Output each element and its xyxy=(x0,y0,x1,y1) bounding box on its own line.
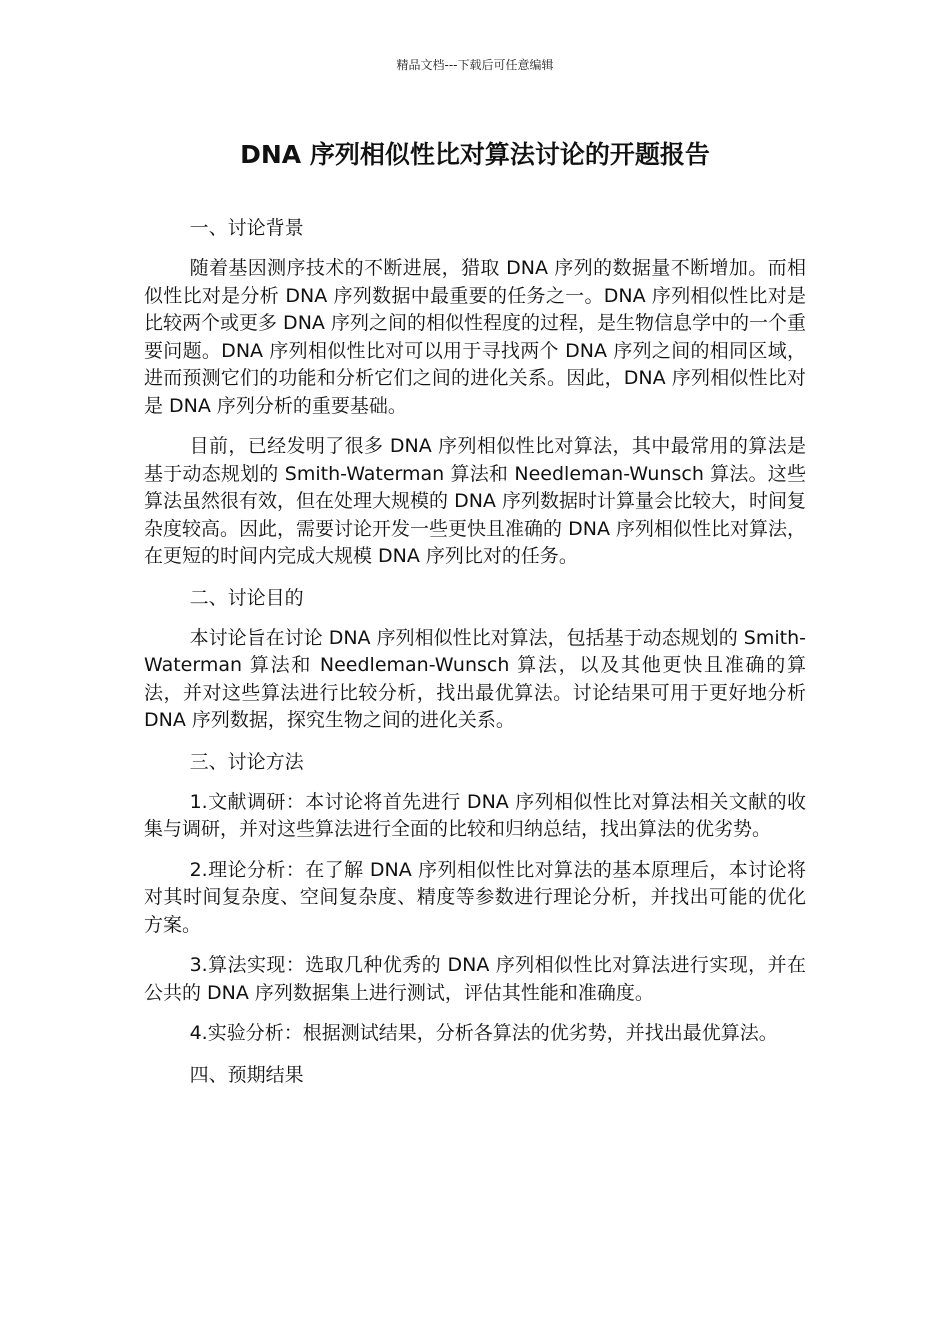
methods-item-theory: 2.理论分析：在了解 DNA 序列相似性比对算法的基本原理后，本讨论将对其时间复杂度、空间复杂度、精度等参数进行理论分析，并找出可能的优化方案。 xyxy=(144,858,806,936)
header-note: 精品文档---下载后可任意编辑 xyxy=(396,58,554,72)
document-title: DNA 序列相似性比对算法讨论的开题报告 xyxy=(240,140,710,169)
background-paragraph-1: 随着基因测序技术的不断进展，猎取 DNA 序列的数据量不断增加。而相似性比对是分析 DNA 序列数据中最重要的任务之一。DNA 序列相似性比对是比较两个或更多 DNA 序列之间的相似性程度的过程，是生物信息学中的一个重要问题。DNA 序列相似性比对可以用于寻找两个 DNA 序列之间的相同区域，进而预测它们的功能和分析它们之间的进化关系。因此，DNA 序列相似性比对是 DNA 序列分析的重要基础。 xyxy=(144,257,806,417)
background-paragraph-2: 目前，已经发明了很多 DNA 序列相似性比对算法，其中最常用的算法是基于动态规划的 Smith-Waterman 算法和 Needleman-Wunsch 算法。这些算法虽然很有效，但在处理大规模的 DNA 序列数据时计算量会比较大，时间复杂度较高。因此，需要讨论开发一些更快且准确的 DNA 序列相似性比对算法，在更短的时间内完成大规模 DNA 序列比对的任务。 xyxy=(144,435,806,567)
section-heading-purpose: 二、讨论目的 xyxy=(189,586,304,609)
methods-item-implementation: 3.算法实现：选取几种优秀的 DNA 序列相似性比对算法进行实现，并在公共的 DNA 序列数据集上进行测试，评估其性能和准确度。 xyxy=(144,954,806,1004)
section-heading-expected: 四、预期结果 xyxy=(189,1063,304,1086)
methods-item-experiment: 4.实验分析：根据测试结果，分析各算法的优劣势，并找出最优算法。 xyxy=(189,1022,778,1044)
purpose-paragraph-1: 本讨论旨在讨论 DNA 序列相似性比对算法，包括基于动态规划的 Smith-Waterman 算法和 Needleman-Wunsch 算法，以及其他更快且准确的算法，并对这些算法进行比较分析，找出最优算法。讨论结果可用于更好地分析 DNA 序列数据，探究生物之间的进化关系。 xyxy=(144,626,806,731)
section-heading-background: 一、讨论背景 xyxy=(189,217,304,239)
section-heading-methods: 三、讨论方法 xyxy=(189,750,304,773)
document-body xyxy=(144,214,806,1102)
methods-item-literature: 1.文献调研：本讨论将首先进行 DNA 序列相似性比对算法相关文献的收集与调研，并对这些算法进行全面的比较和归纳总结，找出算法的优劣势。 xyxy=(144,790,806,840)
